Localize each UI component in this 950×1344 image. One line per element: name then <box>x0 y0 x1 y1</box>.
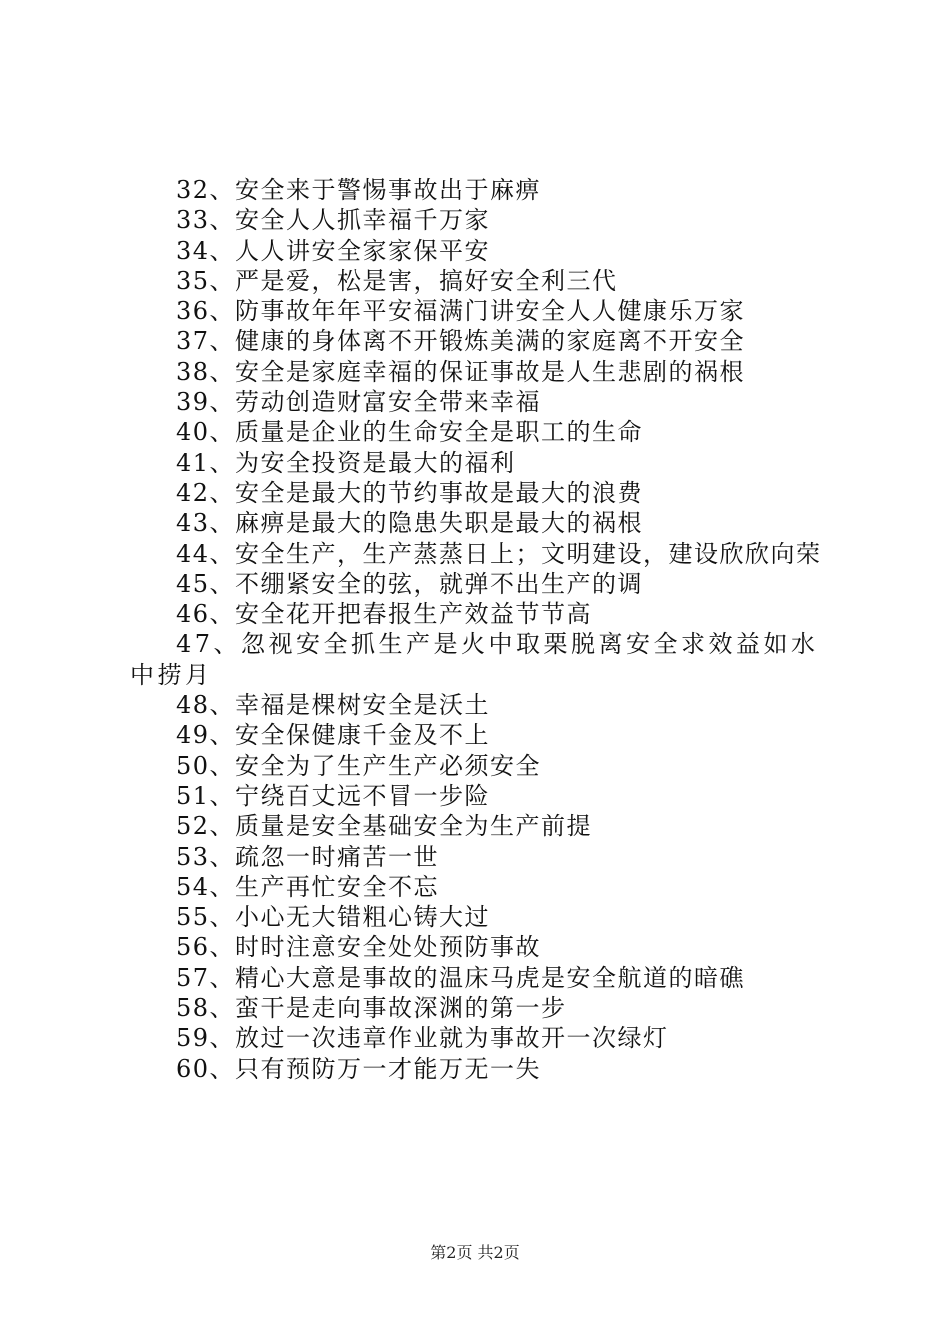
slogan-item: 48、幸福是棵树安全是沃土 <box>176 691 491 720</box>
slogan-item: 56、时时注意安全处处预防事故 <box>176 933 542 962</box>
slogan-item: 59、放过一次违章作业就为事故开一次绿灯 <box>176 1024 669 1053</box>
slogan-item: 58、蛮干是走向事故深渊的第一步 <box>176 994 567 1023</box>
slogan-item: 52、质量是安全基础安全为生产前提 <box>176 812 593 841</box>
slogan-item: 40、质量是企业的生命安全是职工的生命 <box>176 418 644 447</box>
slogan-item: 38、安全是家庭幸福的保证事故是人生悲剧的祸根 <box>176 357 746 386</box>
slogan-item: 50、安全为了生产生产必须安全 <box>176 751 542 780</box>
slogan-item: 33、安全人人抓幸福千万家 <box>176 206 491 235</box>
slogan-item: 53、疏忽一时痛苦一世 <box>176 842 440 871</box>
slogan-item: 44、安全生产，生产蒸蒸日上；文明建设，建设欣欣向荣 <box>176 539 822 568</box>
slogan-item: 36、防事故年年平安福满门讲安全人人健康乐万家 <box>176 297 746 326</box>
slogan-item: 60、只有预防万一才能万无一失 <box>176 1054 542 1083</box>
slogan-list <box>130 175 840 1084</box>
slogan-item: 46、安全花开把春报生产效益节节高 <box>176 600 593 629</box>
slogan-item: 55、小心无大错粗心铸大过 <box>176 903 491 932</box>
slogan-item: 35、严是爱，松是害，搞好安全利三代 <box>176 266 618 295</box>
slogan-item: 39、劳动创造财富安全带来幸福 <box>176 388 542 417</box>
page-footer: 第2页 共2页 <box>430 1243 520 1262</box>
slogan-item: 34、人人讲安全家家保平安 <box>176 236 491 265</box>
slogan-item: 57、精心大意是事故的温床马虎是安全航道的暗礁 <box>176 963 746 992</box>
slogan-item: 54、生产再忙安全不忘 <box>176 872 440 901</box>
slogan-item: 45、不绷紧安全的弦，就弹不出生产的调 <box>176 569 644 598</box>
slogan-item: 41、为安全投资是最大的福利 <box>176 448 516 477</box>
slogan-item: 43、麻痹是最大的隐患失职是最大的祸根 <box>176 509 644 538</box>
slogan-item: 42、安全是最大的节约事故是最大的浪费 <box>176 478 644 507</box>
slogan-item: 51、宁绕百丈远不冒一步险 <box>176 781 491 810</box>
slogan-item: 49、安全保健康千金及不上 <box>176 721 491 750</box>
slogan-item: 32、安全来于警惕事故出于麻痹 <box>176 176 542 204</box>
slogan-item: 37、健康的身体离不开锻炼美满的家庭离不开安全 <box>176 327 746 356</box>
slogan-item: 47、忽视安全抓生产是火中取栗脱离安全求效益如水中捞月 <box>130 630 819 689</box>
